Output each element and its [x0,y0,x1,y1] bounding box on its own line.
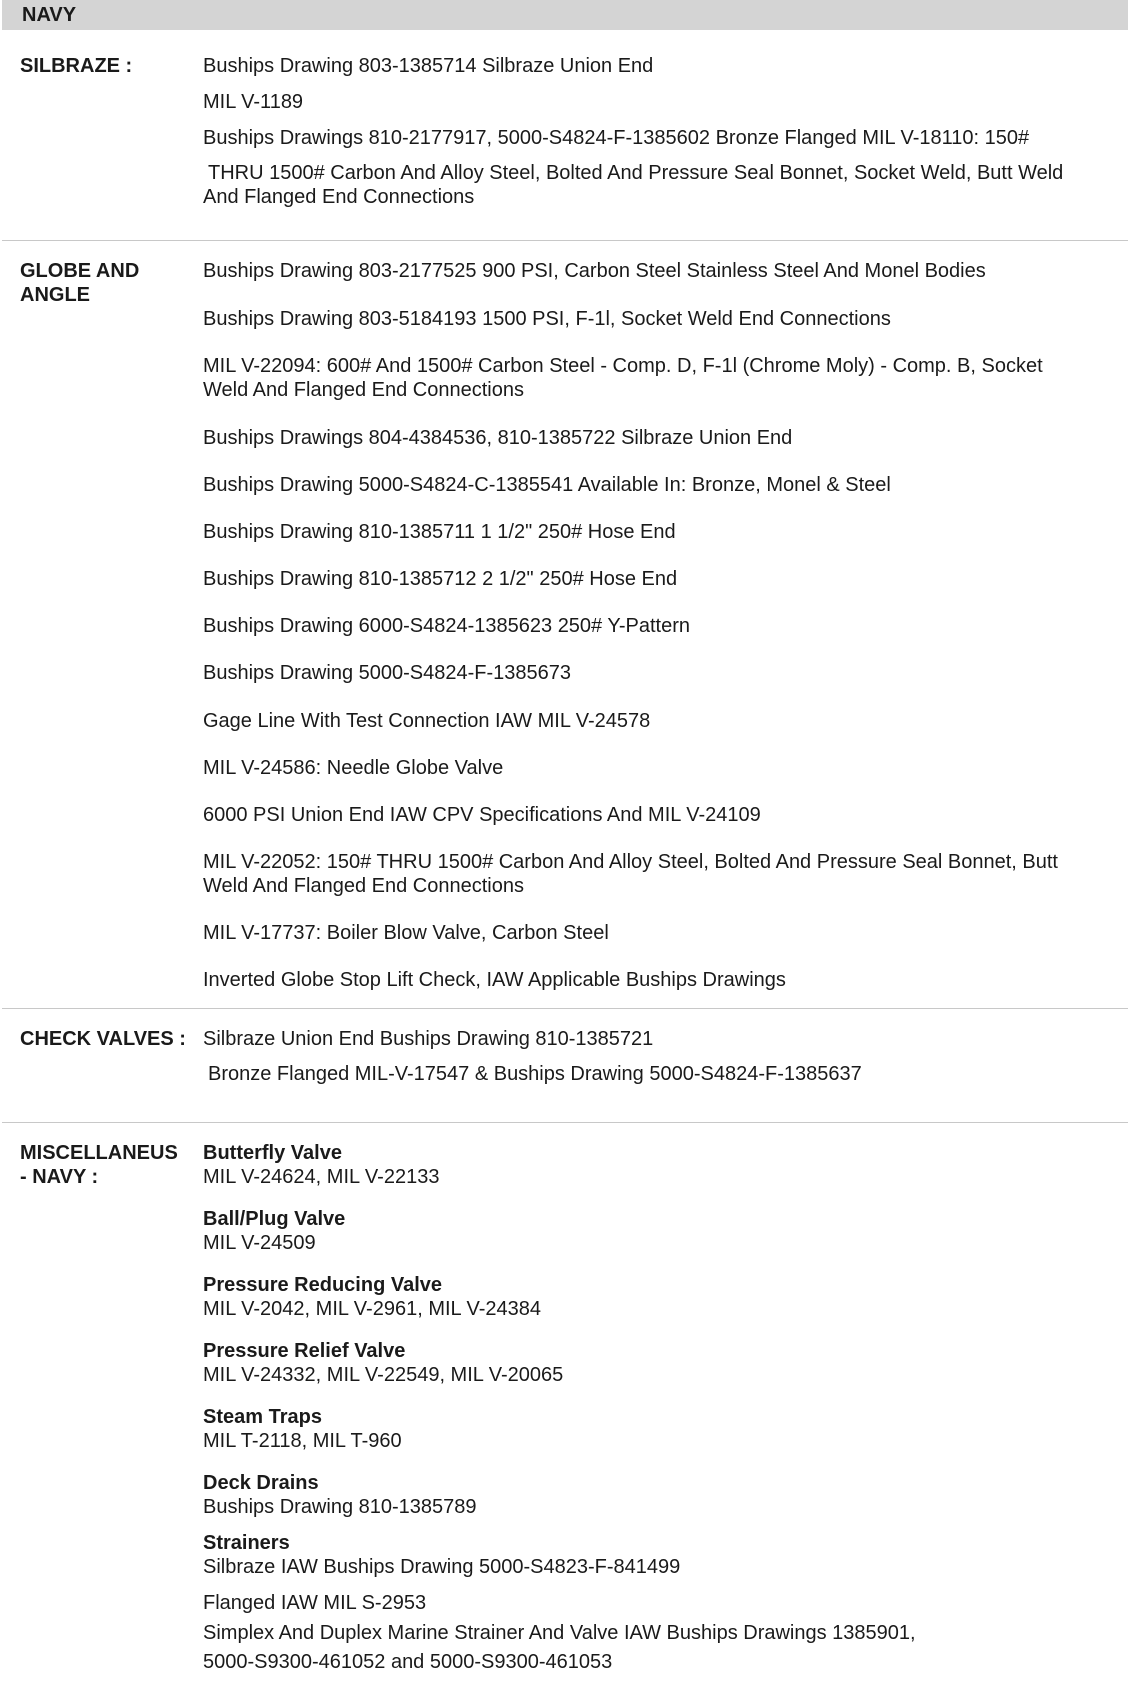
section-label-check-valves: CHECK VALVES : [20,1028,186,1050]
list-item: Flanged IAW MIL S-2953 [203,1592,427,1614]
list-item: MIL V-24332, MIL V-22549, MIL V-20065 [203,1364,564,1386]
list-item: Silbraze IAW Buships Drawing 5000-S4823-F-841499 [203,1556,681,1578]
list-item: Gage Line With Test Connection IAW MIL V-24578 [203,710,651,732]
group-title-steam-traps: Steam Traps [203,1406,322,1428]
list-item: And Flanged End Connections [203,186,475,208]
list-item: MIL V-2042, MIL V-2961, MIL V-24384 [203,1298,541,1320]
list-item: 5000-S9300-461052 and 5000-S9300-461053 [203,1651,613,1673]
section-label-miscellaneus-navy: MISCELLANEUS - NAVY : [20,1142,178,1188]
list-item: Buships Drawings 804-4384536, 810-1385722 Silbraze Union End [203,427,793,449]
group-title-butterfly-valve: Butterfly Valve [203,1142,342,1164]
list-item: Bronze Flanged MIL-V-17547 & Buships Drawing 5000-S4824-F-1385637 [208,1063,862,1085]
list-item: Weld And Flanged End Connections [203,379,524,401]
list-item: Buships Drawing 810-1385711 1 1/2" 250# Hose End [203,521,676,543]
list-item: Inverted Globe Stop Lift Check, IAW Applicable Buships Drawings [203,969,786,991]
list-item: MIL V-24624, MIL V-22133 [203,1166,440,1188]
group-title-pressure-relief-valve: Pressure Relief Valve [203,1340,406,1362]
group-title-strainers: Strainers [203,1532,290,1554]
list-item: MIL V-22094: 600# And 1500# Carbon Steel - Comp. D, F-1l (Chrome Moly) - Comp. B, Socket [203,355,1043,377]
section-divider [2,1008,1128,1009]
list-item: MIL V-24509 [203,1232,316,1254]
list-item: Buships Drawing 803-2177525 900 PSI, Carbon Steel Stainless Steel And Monel Bodies [203,260,986,282]
list-item: Buships Drawing 810-1385712 2 1/2" 250# Hose End [203,568,678,590]
section-divider [2,240,1128,241]
list-item: Buships Drawing 5000-S4824-F-1385673 [203,662,572,684]
list-item: MIL V-1189 [203,91,304,113]
page-title: NAVY [22,4,77,26]
list-item: Simplex And Duplex Marine Strainer And Valve IAW Buships Drawings 1385901, [203,1622,916,1644]
list-item: MIL T-2118, MIL T-960 [203,1430,402,1452]
list-item: Buships Drawings 810-2177917, 5000-S4824-F-1385602 Bronze Flanged MIL V-18110: 150# [203,127,1030,149]
list-item: 6000 PSI Union End IAW CPV Specifications And MIL V-24109 [203,804,761,826]
list-item: Buships Drawing 5000-S4824-C-1385541 Available In: Bronze, Monel & Steel [203,474,891,496]
group-title-ball-plug-valve: Ball/Plug Valve [203,1208,346,1230]
group-title-deck-drains: Deck Drains [203,1472,319,1494]
group-title-pressure-reducing-valve: Pressure Reducing Valve [203,1274,443,1296]
section-divider [2,1122,1128,1123]
list-item: Buships Drawing 803-1385714 Silbraze Union End [203,55,654,77]
header-bar [2,0,1128,30]
list-item: Buships Drawing 810-1385789 [203,1496,477,1518]
list-item: Weld And Flanged End Connections [203,875,524,897]
list-item: MIL V-17737: Boiler Blow Valve, Carbon Steel [203,922,609,944]
list-item: Buships Drawing 803-5184193 1500 PSI, F-1l, Socket Weld End Connections [203,308,891,330]
section-label-globe-and-angle: GLOBE AND ANGLE [20,260,140,306]
list-item: Buships Drawing 6000-S4824-1385623 250# Y-Pattern [203,615,691,637]
section-label-silbraze: SILBRAZE : [20,55,133,77]
list-item: Silbraze Union End Buships Drawing 810-1385721 [203,1028,654,1050]
list-item: MIL V-22052: 150# THRU 1500# Carbon And Alloy Steel, Bolted And Pressure Seal Bonnet, Butt [203,851,1058,873]
list-item: THRU 1500# Carbon And Alloy Steel, Bolted And Pressure Seal Bonnet, Socket Weld, Butt Weld [208,162,1064,184]
list-item: MIL V-24586: Needle Globe Valve [203,757,504,779]
